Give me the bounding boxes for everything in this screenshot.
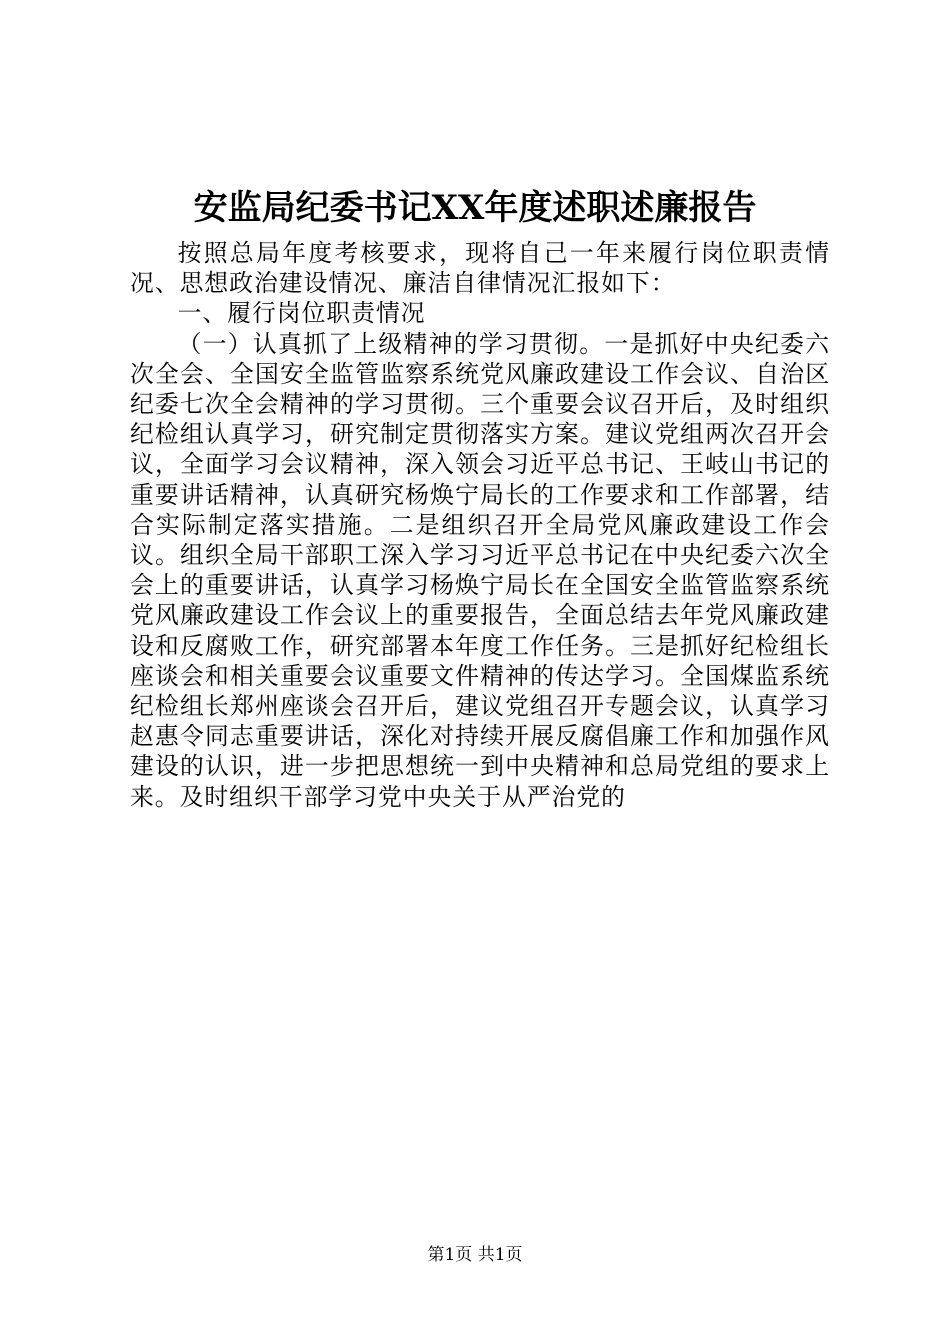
body-paragraph: （一）认真抓了上级精神的学习贯彻。一是抓好中央纪委六次全会、全国安全监管监察系统党风廉政建设工作会议、自治区纪委七次全会精神的学习贯彻。三个重要会议召开后，及时组织纪检组认真学习，研究制定贯彻落实方案。建议党组两次召开会议，全面学习会议精神，深入领会习近平总书记、王岐山书记的重要讲话精神，认真研究杨焕宁局长的工作要求和工作部署，结合实际制定落实措施。二是组织召开全局党风廉政建设工作会议。组织全局干部职工深入学习习近平总书记在中央纪委六次全会上的重要讲话，认真学习杨焕宁局长在全国安全监管监察系统党风廉政建设工作会议上的重要报告，全面总结去年党风廉政建设和反腐败工作，研究部署本年度工作任务。三是抓好纪检组长座谈会和相关重要会议重要文件精神的传达学习。全国煤监系统纪检组长郑州座谈会召开后，建议党组召开专题会议，认真学习赵惠令同志重要讲话，深化对持续开展反腐倡廉工作和加强作风建设的认识，进一步把思想统一到中央精神和总局党组的要求上来。及时组织干部学习党中央关于从严治党的 <box>130 329 830 811</box>
page-footer: 第1页 共1页 <box>427 1245 523 1265</box>
section-heading: 一、履行岗位职责情况 <box>177 299 426 328</box>
document-body <box>130 238 830 812</box>
intro-paragraph: 按照总局年度考核要求，现将自己一年来履行岗位职责情况、思想政治建设情况、廉洁自律情况汇报如下： <box>130 239 830 298</box>
document-title: 安监局纪委书记XX年度述职述廉报告 <box>193 188 757 228</box>
